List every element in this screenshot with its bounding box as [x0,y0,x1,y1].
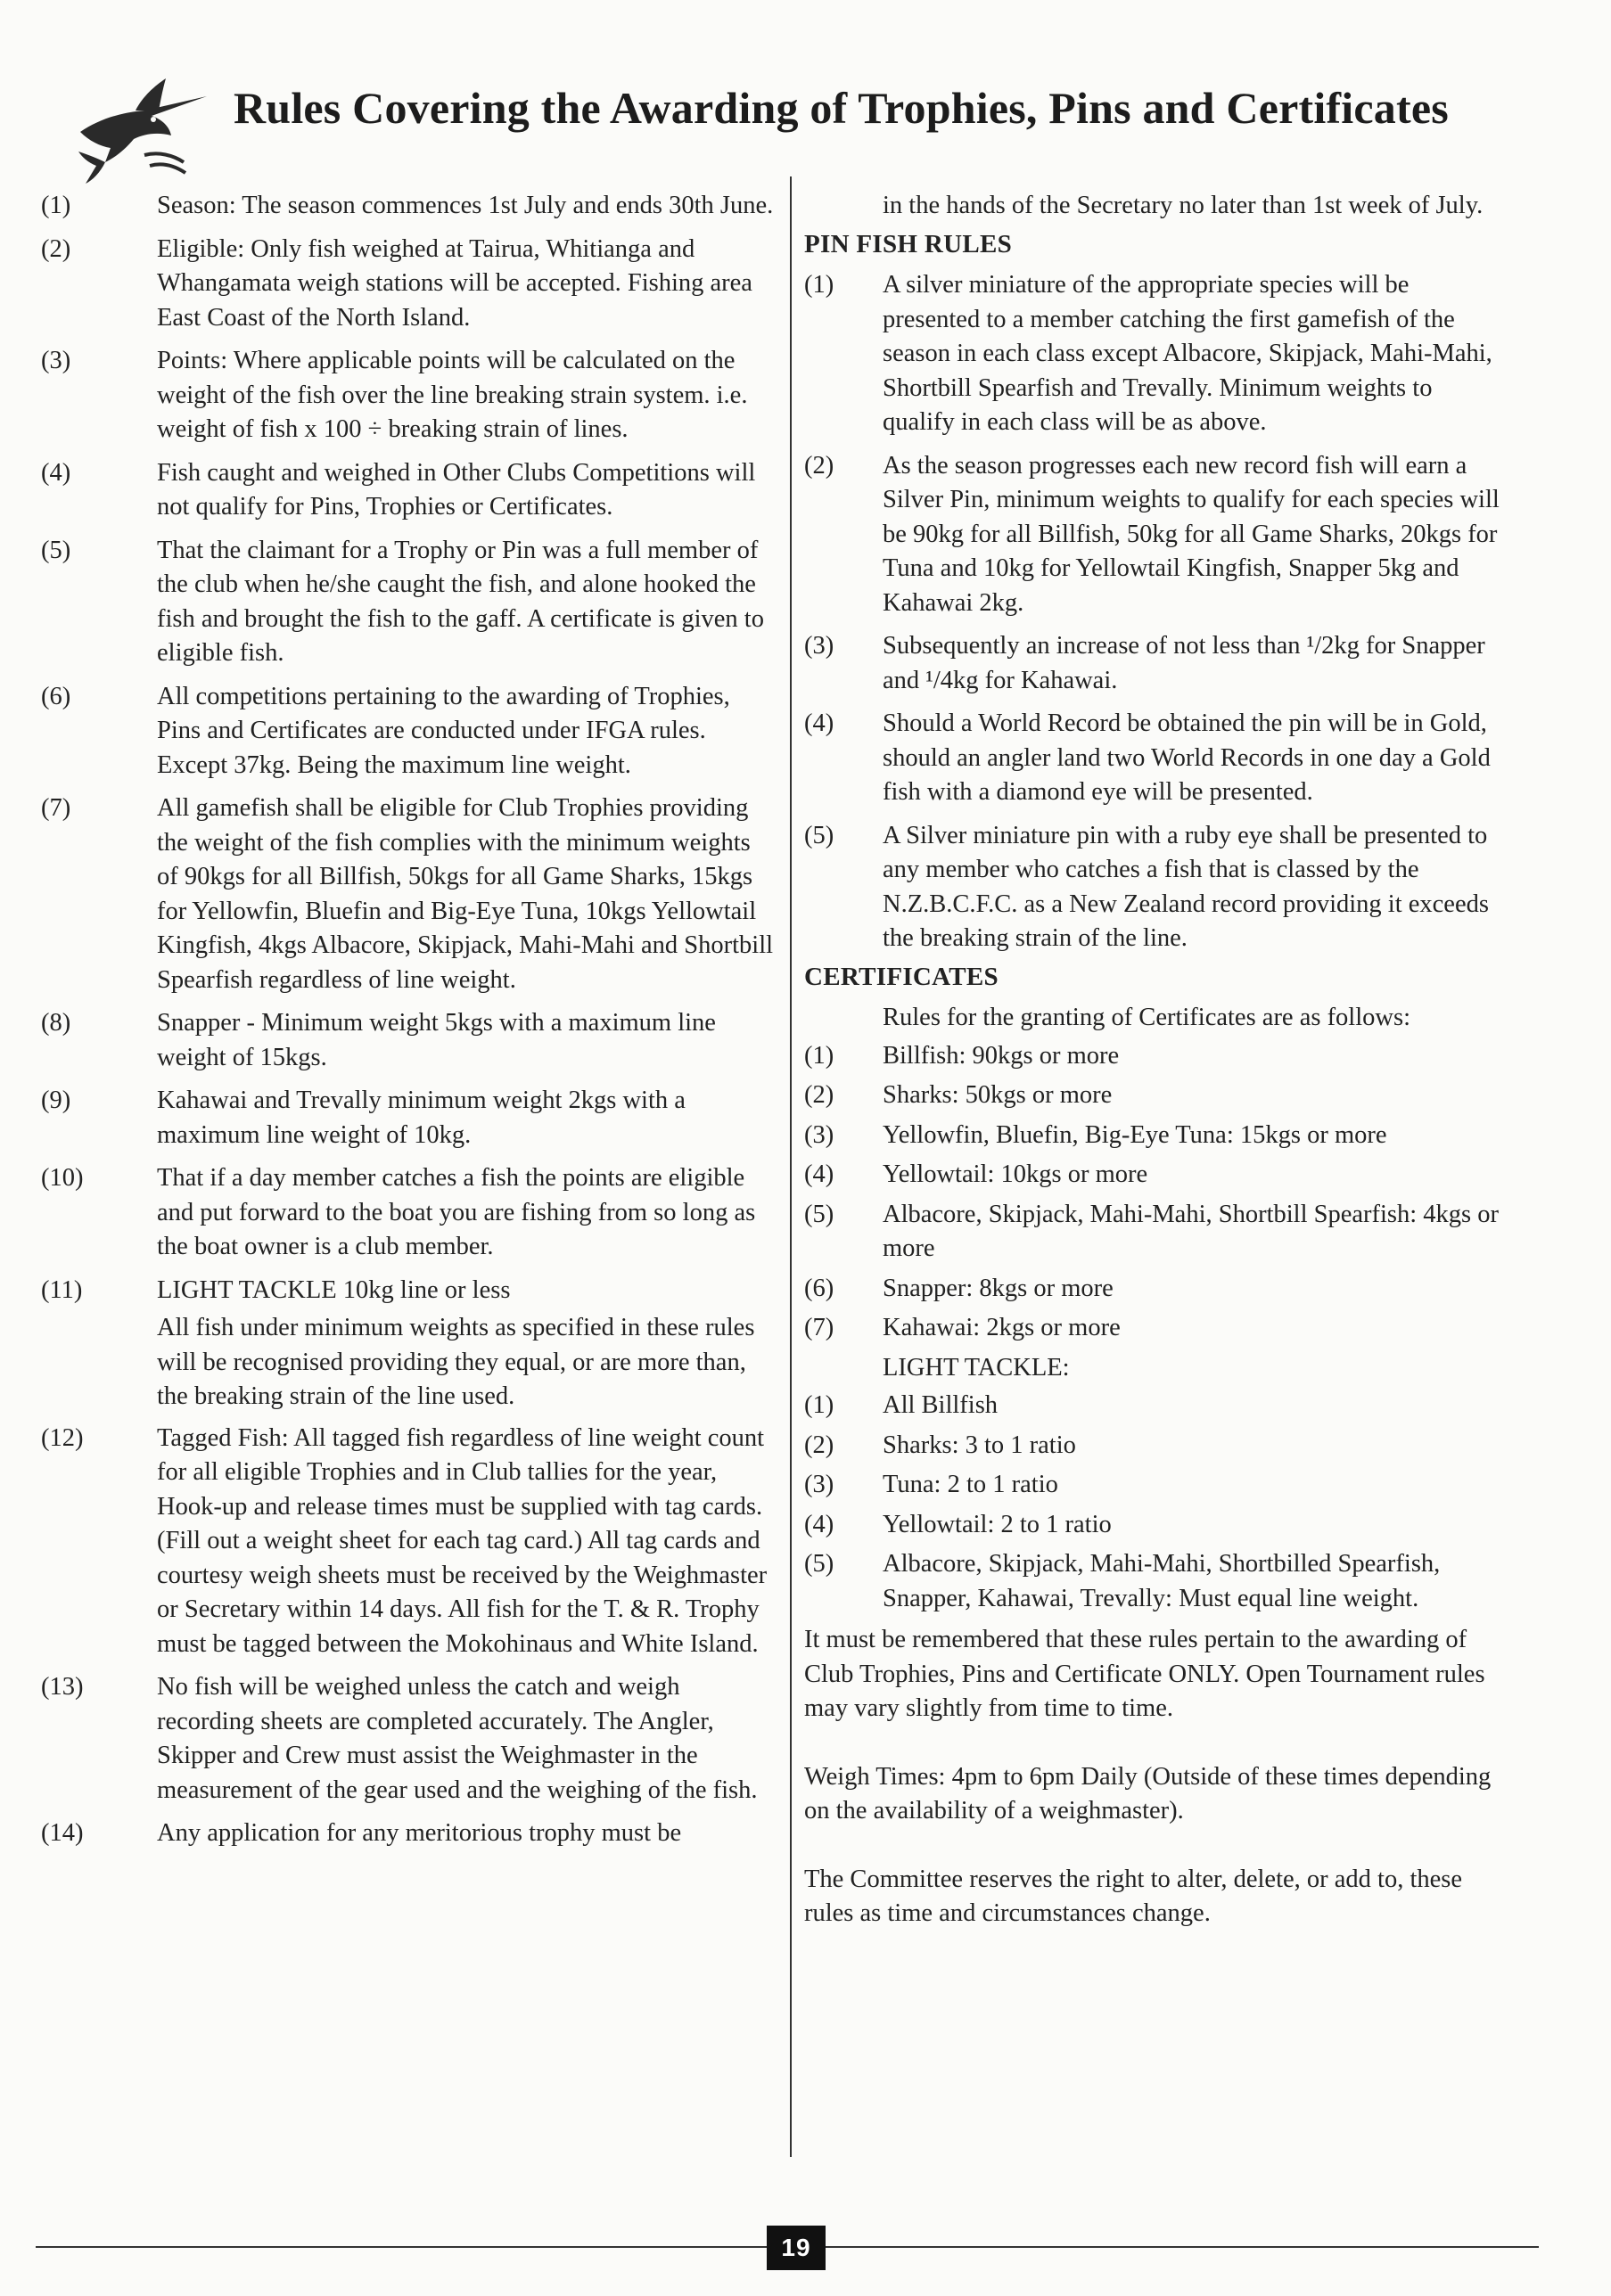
item-text: Tuna: 2 to 1 ratio [883,1471,1058,1498]
rule-text: As the season progresses each new record fish will earn a Silver Pin, minimum weights to qualify for each species will be 90kg for all Billfish, 50kg for all Game Sharks, 20kgs for Tuna and 10kg for Yellowtail Kingfish, Snapper 5kg and Kahawai 2kg. [883,451,1500,617]
item-number: (2) [804,1081,834,1109]
light-tackle-item [804,1508,1508,1543]
rule-text: Any application for any meritorious trophy must be [157,1819,682,1847]
item-number: (1) [804,1391,834,1419]
pin-rule-5 [804,819,1508,956]
rule-text: Subsequently an increase of not less than ¹/2kg for Snapper and ¹/4kg for Kahawai. [883,632,1485,694]
rule-5 [34,534,774,671]
page-number: 19 [767,2226,826,2270]
item-number: (3) [804,1120,834,1149]
rule-text: Fish caught and weighed in Other Clubs Competitions will not qualify for Pins, Trophies or Certificates. [157,458,756,521]
item-number: (5) [804,1550,834,1578]
rule-1 [34,189,774,224]
rule-number: (5) [41,536,71,564]
rule-number: (4) [41,458,71,487]
right-column [804,189,1508,1931]
footer-rule-left [36,2246,767,2248]
rule-text: Eligible: Only fish weighed at Tairua, Whitianga and Whangamata weigh stations will be accepted. Fishing area East Coast of the North Island. [157,234,752,332]
rule-number: (7) [41,794,71,822]
item-text: Yellowtail: 2 to 1 ratio [883,1510,1112,1538]
item-number: (3) [804,1471,834,1498]
pin-rule-2 [804,449,1508,621]
left-column [34,189,774,1860]
certificates-intro: Rules for the granting of Certificates are as follows: [883,1004,1410,1031]
certificates-heading: CERTIFICATES [804,962,999,991]
item-number: (6) [804,1274,834,1302]
rule-number: (13) [41,1673,84,1701]
closing-note-weigh-times: Weigh Times: 4pm to 6pm Daily (Outside of these times depending on the availability of a weighmaster). [804,1762,1492,1824]
rule-text: Snapper - Minimum weight 5kgs with a maximum line weight of 15kgs. [157,1009,716,1071]
rule-text: Season: The season commences 1st July and ends 30th June. [157,192,774,219]
rule-2 [34,233,774,336]
rule-number: (9) [41,1086,71,1114]
item-text: Sharks: 3 to 1 ratio [883,1431,1076,1459]
spacer [804,1829,1508,1863]
rule-number: (14) [41,1819,84,1847]
rule-text: No fish will be weighed unless the catch and weigh recording sheets are completed accurately. The Angler, Skipper and Crew must assist the Weighmaster in the measurement of the gear used and the weighing of the fish. [157,1673,758,1804]
pin-rule-4 [804,707,1508,810]
pin-rule-1 [804,268,1508,440]
rule-9 [34,1084,774,1152]
rule-text: A Silver miniature pin with a ruby eye shall be presented to any member who catches a fish that is classed by the N.Z.B.C.F.C. as a New Zealand record providing it exceeds the breaking strain of the line. [883,821,1489,952]
rule-number: (4) [804,709,834,737]
cert-item [804,1198,1508,1267]
rule-14-continued: in the hands of the Secretary no later than 1st week of July. [883,192,1484,219]
item-text: Albacore, Skipjack, Mahi-Mahi, Shortbilled Spearfish, Snapper, Kahawai, Trevally: Must equal line weight. [883,1550,1441,1612]
item-text: Kahawai: 2kgs or more [883,1314,1121,1341]
rule-number: (11) [41,1275,83,1304]
rule-number: (8) [41,1009,71,1037]
rule-number: (2) [804,451,834,480]
light-tackle-item [804,1429,1508,1464]
item-number: (2) [804,1431,834,1459]
rule-text: A silver miniature of the appropriate species will be presented to a member catching the first gamefish of the season in each class except Albacore, Skipjack, Mahi-Mahi, Shortbill Spearfish and Trevally. Minimum weights to qualify in each class will be as above. [883,271,1492,436]
light-tackle-item [804,1547,1508,1616]
closing-note-committee: The Committee reserves the right to alter, delete, or add to, these rules as time and circumstances change. [804,1865,1463,1927]
rule-13 [34,1670,774,1808]
light-tackle-item [804,1468,1508,1503]
cert-item [804,1272,1508,1307]
rule-11 [34,1274,774,1308]
rule-text: LIGHT TACKLE 10kg line or less [157,1275,511,1304]
item-text: Snapper: 8kgs or more [883,1274,1114,1302]
rule-text: All gamefish shall be eligible for Club Trophies providing the weight of the fish complies with the minimum weights of 90kgs for all Billfish, 50kgs for all Game Sharks, 15kgs for Yellowfin, Bluefin and Big-Eye Tuna, 10kgs Yellowtail Kingfish, 4kgs Albacore, Skipjack, Mahi-Mahi and Shortbill Spearfish regardless of line weight. [157,794,774,994]
item-number: (7) [804,1314,834,1341]
rule-10 [34,1161,774,1265]
rule-text: All competitions pertaining to the awarding of Trophies, Pins and Certificates are conducted under IFGA rules. Except 37kg. Being the maximum line weight. [157,682,730,779]
rule-11-detail: All fish under minimum weights as specified in these rules will be recognised providing they equal, or are more than, the breaking strain of the line used. [157,1314,755,1410]
item-text: Sharks: 50kgs or more [883,1081,1113,1109]
rule-number: (5) [804,821,834,849]
light-tackle-item [804,1389,1508,1423]
certificates-list [804,1039,1508,1617]
rule-6 [34,680,774,783]
rule-12 [34,1422,774,1662]
light-tackle-heading: LIGHT TACKLE: [883,1353,1070,1382]
rule-number: (1) [804,271,834,299]
rule-number: (6) [41,682,71,710]
rule-number: (2) [41,234,71,263]
item-number: (4) [804,1160,834,1188]
item-number: (5) [804,1200,834,1228]
cert-item [804,1119,1508,1153]
rule-4 [34,456,774,525]
item-number: (1) [804,1041,834,1070]
pin-rule-3 [804,629,1508,698]
rule-3 [34,344,774,447]
cert-item [804,1158,1508,1193]
rule-number: (3) [41,347,71,374]
item-text: Albacore, Skipjack, Mahi-Mahi, Shortbill Spearfish: 4kgs or more [883,1200,1500,1262]
item-text: Yellowtail: 10kgs or more [883,1160,1148,1188]
rule-text: Should a World Record be obtained the pin will be in Gold, should an angler land two World Records in one day a Gold fish with a diamond eye will be presented. [883,709,1491,806]
marlin-logo [73,70,207,185]
rule-text: That the claimant for a Trophy or Pin was a full member of the club when he/she caught the fish, and alone hooked the fish and brought the fish to the gaff. A certificate is given to eligible fish. [157,536,764,667]
rule-number: (1) [41,192,71,219]
closing-note-rules: It must be remembered that these rules pertain to the awarding of Club Trophies, Pins and Certificate ONLY. Open Tournament rules may vary slightly from time to time. [804,1626,1485,1722]
rule-text: That if a day member catches a fish the points are eligible and put forward to the boat you are fishing from so long as the boat owner is a club member. [157,1164,756,1260]
item-text: Billfish: 90kgs or more [883,1041,1120,1070]
rule-text: Kahawai and Trevally minimum weight 2kgs with a maximum line weight of 10kg. [157,1086,686,1149]
rule-7 [34,791,774,997]
cert-item [804,1311,1508,1346]
cert-item [804,1039,1508,1074]
rule-text: Tagged Fish: All tagged fish regardless of line weight count for all eligible Trophies and in Club tallies for the year, Hook-up and release times must be supplied with tag cards. (Fill out a weight sheet for each tag card.) All tag cards and courtesy weigh sheets must be received by the Weighmaster or Secretary within 14 days. All fish for the T. & R. Trophy must be tagged between the Mokohinaus and White Island. [157,1423,768,1658]
rule-number: (3) [804,632,834,660]
rule-14 [34,1816,774,1851]
item-text: Yellowfin, Bluefin, Big-Eye Tuna: 15kgs or more [883,1120,1387,1149]
rule-8 [34,1006,774,1075]
pin-fish-rules-heading: PIN FISH RULES [804,229,1013,258]
marlin-icon [73,70,207,185]
footer-rule-right [826,2246,1539,2248]
item-number: (4) [804,1510,834,1538]
cert-item [804,1078,1508,1113]
item-text: All Billfish [883,1391,999,1419]
page-title: Rules Covering the Awarding of Trophies, Pins and Certificates [234,83,1449,133]
column-divider [790,176,792,2157]
spacer [804,1726,1508,1760]
rule-number: (10) [41,1164,84,1192]
rule-text: Points: Where applicable points will be calculated on the weight of the fish over the line breaking strain system. i.e. weight of fish x 100 ÷ breaking strain of lines. [157,347,748,443]
rule-number: (12) [41,1423,84,1452]
